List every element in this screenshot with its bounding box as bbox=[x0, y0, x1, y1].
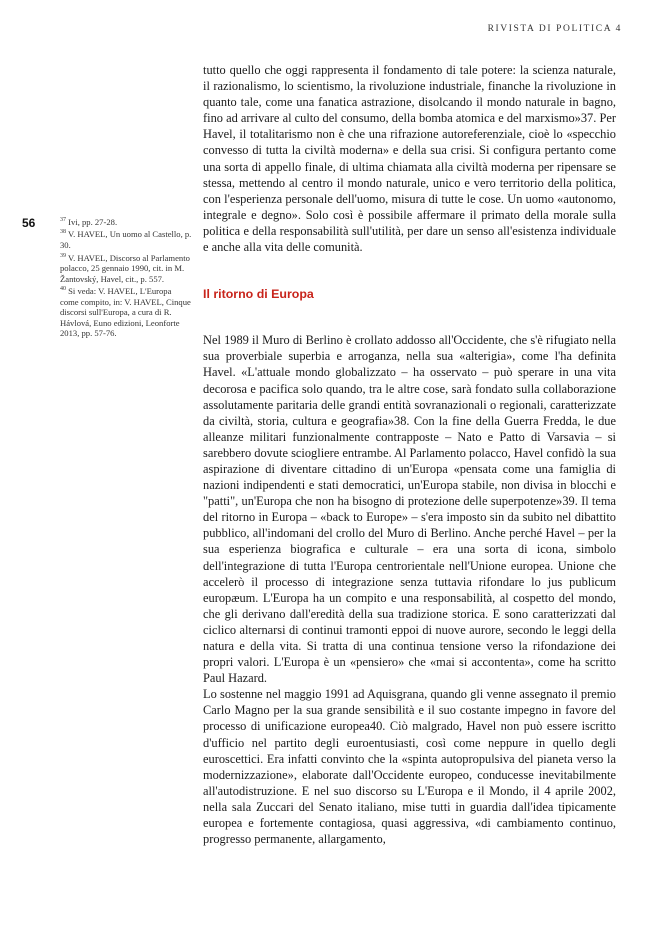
footnote-40: $^{40}$ Si veda: V. HAVEL, L'Europa come compito, in: V. HAVEL, Cinque discorsi sull'Europa, a cura di R. Hávlová, Euno edizioni, Leonforte 2013, pp. 57-76. bbox=[60, 286, 191, 339]
section-title: Il ritorno di Europa bbox=[203, 287, 314, 302]
main-text bbox=[203, 62, 616, 847]
page-number: 56 bbox=[22, 216, 36, 230]
running-head: RIVISTA DI POLITICA 4 bbox=[487, 24, 622, 34]
footnote-39: $^{39}$ V. HAVEL, Discorso al Parlamento polacco, 25 gennaio 1990, cit. in M. Žantovský, Havel, cit., p. 557. bbox=[60, 252, 190, 284]
body-paragraph-1: tutto quello che oggi rappresenta il fondamento di tale potere: la scienza naturale, il razionalismo, lo scientismo, la rivoluzione industriale, finanche la rivoluzione in quanto tale, come una fanatica astrazione, disolcando il mondo naturale in bagno, fino ad arrivare al culto del consumo, della bomba atomica e del marxismo»37. Per Havel, il totalitarismo non è che una rifrazione autoreferenziale, cioè lo «specchio convesso di tutta la civiltà moderna» e della sua crisi. Si configura pertanto come una sorta di appello finale, di ultima chiamata alla civiltà moderna per ripensare se stessa, mettendo al centro il mondo naturale, unico e vero territorio della politica, con l'esperienza personale dell'uomo, misura di tutte le cose. Un uomo «autonomo, integrale e degno». Solo così è possibile affermare il primato della morale sulla politica e della responsabilità sull'utilità, per dare un senso all'esistenza individuale e anche alla vita delle comunità. bbox=[203, 63, 616, 255]
footnotes bbox=[60, 215, 192, 339]
footnote-38: $^{38}$ V. HAVEL, Un uomo al Castello, p. 30. bbox=[60, 229, 192, 250]
body-paragraph-3: Lo sostenne nel maggio 1991 ad Aquisgrana, quando gli venne assegnato il premio Carlo Magno per la sua grande sensibilità e il suo costante impegno in favore del processo di unificazione europea40. Ciò malgrado, Havel non può essere iscritto d'ufficio nel partito degli euroentusiasti, così come neppure in quello degli euroscettici. Era infatti convinto che la «spinta autopropulsiva del pianeta verso la modernizzazione», elaborate dall'Occidente europeo, conducesse inevitabilmente all'autodistruzione. E nel suo discorso su L'Europa e il Mondo, il 4 aprile 2002, nella sala Zuccari del Senato italiano, mise tutti in guardia dall'idea tipicamente europea e fortemente contagiosa, quasi aggressiva, «di cambiamento continuo, progresso permanente, allargamento, bbox=[203, 687, 616, 847]
body-paragraph-2: Nel 1989 il Muro di Berlino è crollato addosso all'Occidente, che s'è rifugiato nella sua proverbiale superbia e arroganza, nella sua «alterigia», come l'ha definita Havel. «L'attuale mondo globalizzato – ha osservato – può sperare in una vita decorosa e pacifica solo quando, tra le altre cose, sarà fondato sulla collaborazione assolutamente paritaria delle grandi entità sovranazionali o regionali, caratterizzate da civiltà, storia, cultura e geografia»38. Con la fine della Guerra Fredda, le due alleanze militari funzionalmente contrapposte – Nato e Patto di Varsavia – si sarebbero dovute sciogliere entrambe. Al Parlamento polacco, Havel confidò la sua aspirazione di diventare cittadino di un'Europa «pensata come una famiglia di nazioni indipendenti e stati democratici, un'Europa stabile, non divisa in blocchi e "patti", un'Europa che non ha bisogno di protezione delle superpotenze»39. Il tema del ritorno in Europa – «back to Europe» – s'era imposto sin da subito nel dibattito pubblico, all'indomani del crollo del Muro di Berlino. Anche perché Havel – per la sua esperienza biografica e culturale – era una sorta di icona, simbolo dell'integrazione di tutta l'Europa centrorientale nell'Unione europea. Unione che accelerò il processo di integrazione senza tuttavia rifondare lo jus publicum europæum. L'Europa ha un compito e una responsabilità, al cospetto del mondo, che gli derivano dall'eredità della sua tradizione storica. E sono caratterizzati dal ciclico alternarsi di continui tramonti eppoi di nuove aurore, secondo le leggi della natura e della vita. Si tratta di una continua tensione verso la rifondazione dei propri valori. L'Europa è un «pensiero» che «mai si accontenta», come ha scritto Paul Hazard. bbox=[203, 333, 616, 686]
footnote-37: $^{37}$ Ivi, pp. 27-28. bbox=[60, 216, 118, 227]
